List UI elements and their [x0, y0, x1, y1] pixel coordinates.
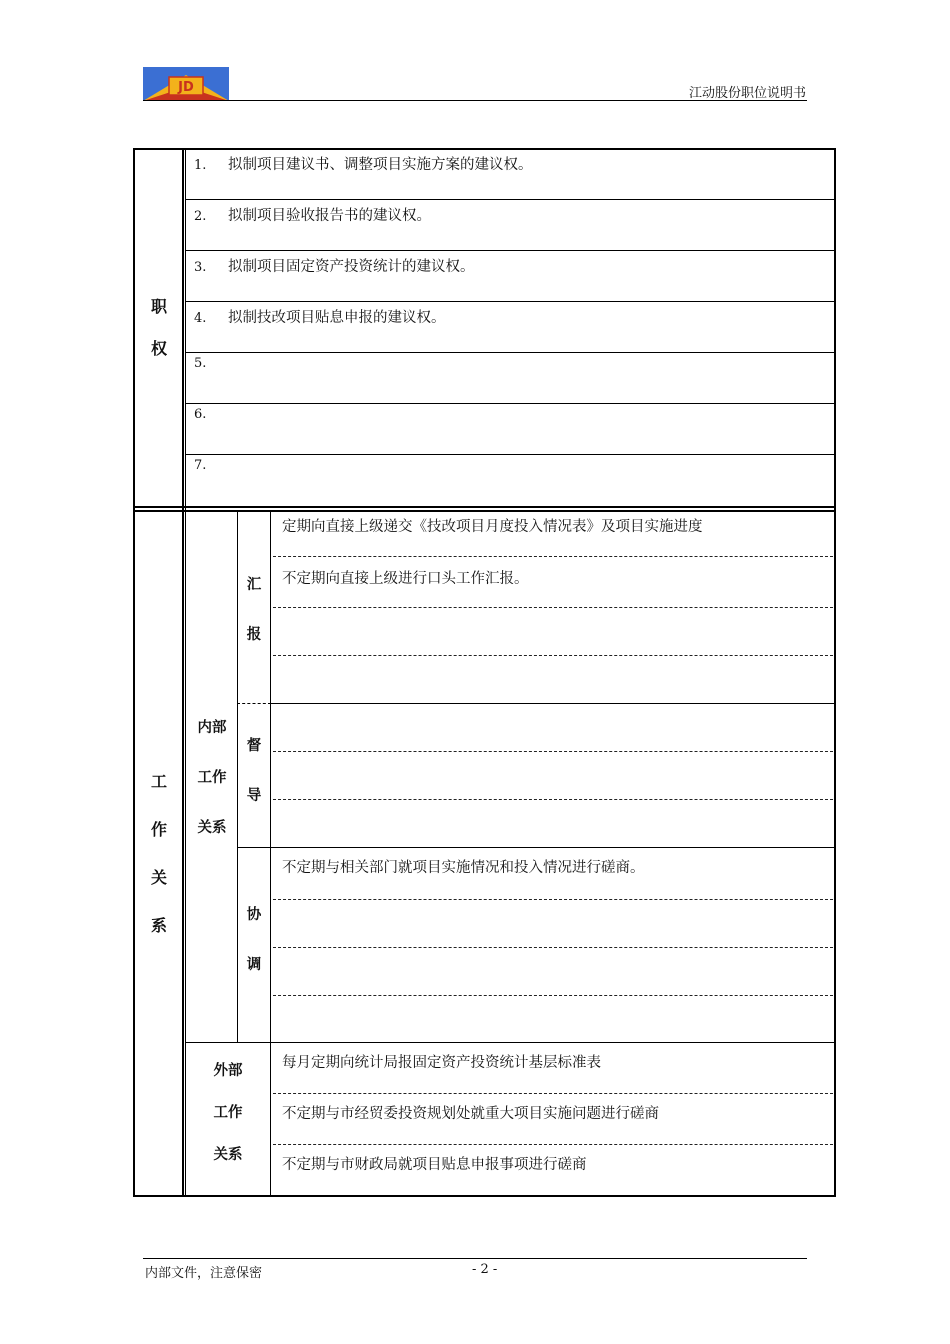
- coordinate-line: 不定期与相关部门就项目实施情况和投入情况进行磋商。: [282, 860, 645, 876]
- company-logo: [143, 67, 229, 101]
- external-line: 不定期与市财政局就项目贴息申报事项进行磋商: [282, 1157, 587, 1173]
- footer-rule: [143, 1258, 807, 1259]
- job-description-table: [133, 148, 836, 1197]
- report-line: 不定期向直接上级进行口头工作汇报。: [282, 571, 529, 587]
- page-number: - 2 -: [472, 1262, 498, 1277]
- document-title: 江动股份职位说明书: [688, 86, 806, 101]
- external-line: 每月定期向统计局报固定资产投资统计基层标准表: [282, 1055, 601, 1071]
- authority-item: 5.: [194, 356, 207, 371]
- coordinate-label: 协 调: [246, 907, 262, 973]
- confidential-note: 内部文件，注意保密: [145, 1266, 263, 1281]
- supervise-label: 督 导: [246, 738, 262, 804]
- logo-text: JD: [178, 80, 194, 95]
- authority-label: 职 权: [150, 297, 167, 358]
- table-border-bottom: [133, 1195, 836, 1197]
- authority-item: 6.: [194, 407, 207, 422]
- section-separator: [133, 506, 836, 508]
- authority-item: 1. 拟制项目建议书、调整项目实施方案的建议权。: [194, 157, 533, 173]
- internal-relations-label: 内部 工作 关系: [197, 720, 227, 836]
- authority-item: 4. 拟制技改项目贴息申报的建议权。: [194, 310, 446, 326]
- authority-item: 2. 拟制项目验收报告书的建议权。: [194, 208, 431, 224]
- authority-item: 3. 拟制项目固定资产投资统计的建议权。: [194, 259, 475, 275]
- relations-label: 工 作 关 系: [150, 771, 167, 935]
- internal-external-rule: [186, 1042, 836, 1043]
- authority-item: 7.: [194, 458, 207, 473]
- table-border-top: [133, 148, 836, 150]
- external-line: 不定期与市经贸委投资规划处就重大项目实施问题进行磋商: [282, 1106, 659, 1122]
- external-relations-label: 外部 工作 关系: [213, 1063, 243, 1163]
- report-label: 汇 报: [246, 577, 262, 643]
- table-border-right: [834, 148, 836, 1197]
- report-line: 定期向直接上级递交《技改项目月度投入情况表》及项目实施进度: [282, 519, 703, 535]
